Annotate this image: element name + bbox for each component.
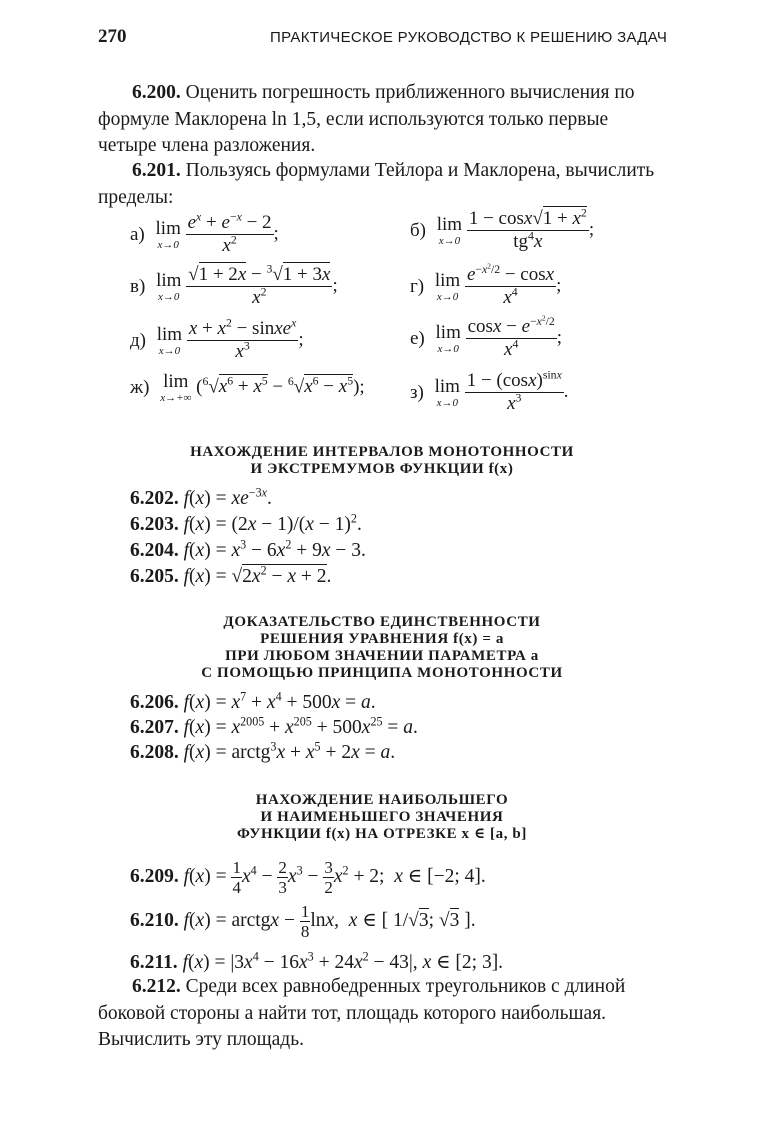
problem-6-209: 6.209. f(x) = $\frac{1}{4}$ $x^4$ − $\frac{2}{3}$ $x^3$ − $\frac{3}{2}$ $x^2 + 2$; x ∈ [−2; 4].: [130, 858, 486, 897]
problem-number: 6.200.: [132, 82, 181, 103]
limit-zh: ж) lim x→+∞ $(^6√x^6 + x^5 - ^6√x^6 - x^5)$;: [130, 371, 365, 404]
problem-6-202: 6.202. $f(x) = xe^{-3x}$.: [130, 485, 272, 509]
problem-number: 6.212.: [132, 976, 181, 997]
limit-z: з) lim x→0 $\frac{1 - (\cos x)^{sinx}}{x^3}$ .: [410, 368, 569, 414]
problem-6-212: [98, 974, 666, 1054]
problem-text: Оценить погрешность приближенного вычисления по формуле Маклорена ln 1,5, если используются только первые четыре члена разложения.: [98, 82, 635, 156]
section-heading-monotonicity: НАХОЖДЕНИЕ ИНТЕРВАЛОВ МОНОТОННОСТИ И ЭКСТРЕМУМОВ ФУНКЦИИ f(x): [190, 444, 574, 477]
problem-6-208: 6.208. f(x) = arctg$^3$x + $x^5 + 2x = a$.: [130, 739, 396, 763]
section-heading-uniqueness: ДОКАЗАТЕЛЬСТВО ЕДИНСТВЕННОСТИ РЕШЕНИЯ УРАВНЕНИЯ f(x) = a ПРИ ЛЮБОМ ЗНАЧЕНИИ ПАРАМЕТРА a С ПОМОЩЬЮ ПРИНЦИПА МОНОТОННОСТИ: [201, 614, 563, 681]
problem-6-203: 6.203. $f(x) = (2x - 1)/(x - 1)^2$.: [130, 511, 362, 535]
limit-v: в) lim x→0 $\frac{√1 + 2x - ^3√1 + 3x}{x^2}$ ;: [130, 262, 338, 308]
problem-6-201: [98, 158, 666, 211]
problem-number: 6.201.: [132, 160, 181, 181]
section-heading-extrema: НАХОЖДЕНИЕ НАИБОЛЬШЕГО И НАИМЕНЬШЕГО ЗНАЧЕНИЯ ФУНКЦИИ f(x) НА ОТРЕЗКЕ x ∈ [a, b]: [237, 792, 527, 842]
problem-6-205: 6.205. $f(x) = √2x^2 - x + 2$.: [130, 563, 332, 587]
limit-g: г) lim x→0 $\frac{e^{-x^2/2} - \cos x}{x^4}$ ;: [410, 261, 562, 308]
problem-6-211: 6.211. $f(x) = |3x^4 - 16x^3 + 24x^2 - 43|$, x ∈ [2; 3].: [130, 949, 504, 973]
page-number: 270: [98, 26, 127, 47]
problem-text: Среди всех равнобедренных треугольников с длиной боковой стороны a найти тот, площадь которого наибольшая. Вычислить эту площадь.: [98, 976, 626, 1050]
problem-6-206: 6.206. $f(x) = x^7 + x^4 + 500x = a$.: [130, 689, 376, 713]
problem-6-207: 6.207. $f(x) = x^{2005} + x^{205} + 500x^{25} = a$.: [130, 714, 418, 738]
problem-6-204: 6.204. $f(x) = x^3 - 6x^2 + 9x - 3$.: [130, 537, 366, 561]
limit-d: д) lim x→0 $\frac{x + x^2 - sinxe^x}{x^3}$ ;: [130, 316, 304, 362]
problem-6-200: [98, 80, 666, 160]
limit-a: а) lim x→0 $\frac{e^x + e^{-x} - 2}{x^2}$ ;: [130, 210, 279, 256]
problem-text: Пользуясь формулами Тейлора и Маклорена, вычислить пределы:: [98, 160, 655, 208]
limit-e: е) lim x→0 $\frac{\cos x - e^{-x^2/2}}{x^4}$ ;: [410, 313, 562, 360]
problem-6-210: 6.210. f(x) = arctgx − $\frac{1}{8}$ lnx, x ∈ [ 1/√3; √3 ].: [130, 902, 476, 941]
limit-b: б) lim x→0 $\frac{1 - \cos x√1 + x^2}{tg^4x}$ ;: [410, 206, 595, 252]
running-title: ПРАКТИЧЕСКОЕ РУКОВОДСТВО К РЕШЕНИЮ ЗАДАЧ: [270, 29, 668, 46]
